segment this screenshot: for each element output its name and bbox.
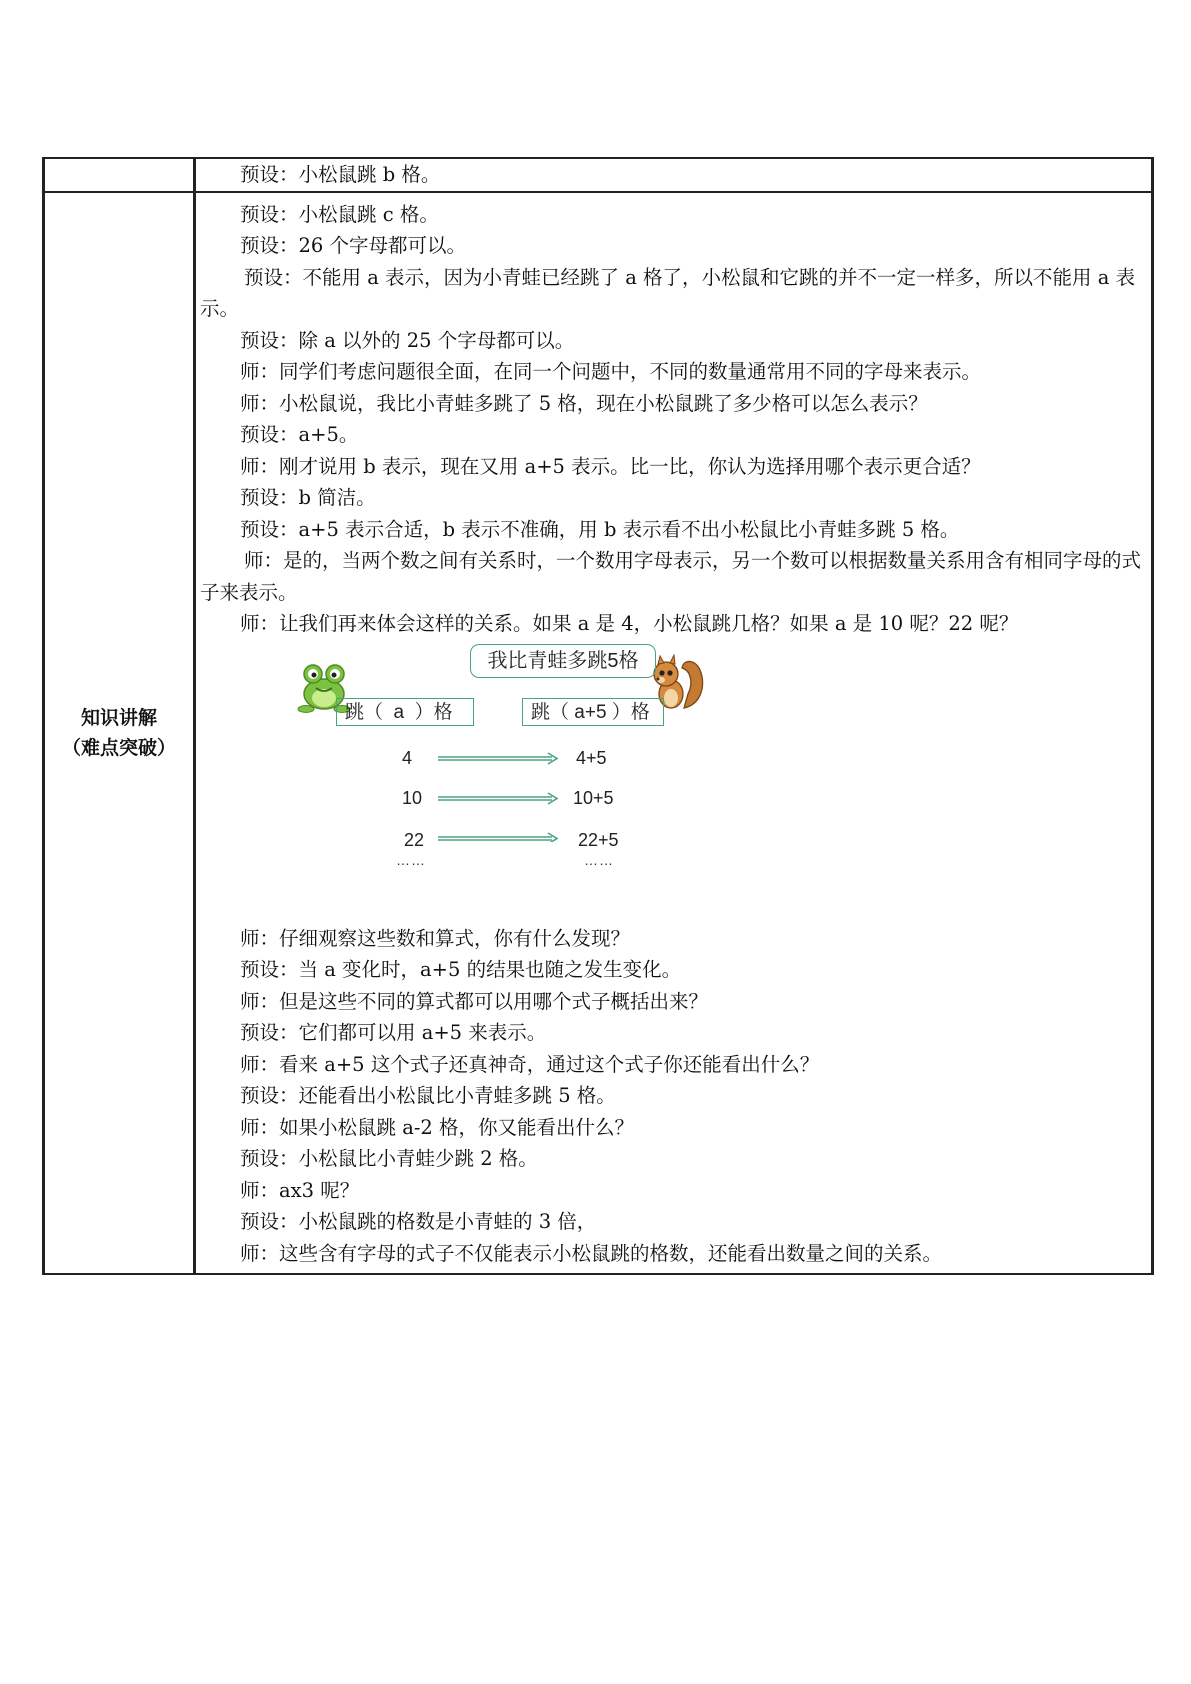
text-line: 师：看来 a+5 这个式子还真神奇，通过这个式子你还能看出什么？ bbox=[240, 1052, 820, 1076]
table-row bbox=[44, 158, 1153, 192]
text-line: 师：同学们考虑问题很全面，在同一个问题中，不同的数量通常用不同的字母来表示。 bbox=[240, 360, 982, 383]
text-line: 预设：小松鼠跳 b 格。 bbox=[240, 163, 441, 186]
section-label bbox=[45, 703, 193, 763]
speech-bubble: 我比青蛙多跳5格 bbox=[470, 644, 656, 678]
arrow-icon bbox=[438, 753, 557, 764]
frog-value: 10 bbox=[402, 787, 423, 808]
text-line: 预设：当 a 变化时，a+5 的结果也随之发生变化。 bbox=[240, 958, 682, 981]
text-line: 预设：b 简洁。 bbox=[240, 486, 376, 509]
section-label-line1: 知识讲解 bbox=[80, 706, 157, 729]
text-line: 预设：小松鼠比小青蛙少跳 2 格。 bbox=[240, 1147, 538, 1170]
ellipsis: …… bbox=[396, 851, 426, 868]
frog-squirrel-figure bbox=[196, 640, 1151, 923]
text-line: 预设：还能看出小松鼠比小青蛙多跳 5 格。 bbox=[240, 1084, 616, 1107]
text-line: 预设：26 个字母都可以。 bbox=[240, 234, 467, 257]
text-line: 师：但是这些不同的算式都可以用哪个式子概括出来？ bbox=[240, 989, 709, 1013]
frog-value: 22 bbox=[404, 829, 425, 850]
text-line: 预设：它们都可以用 a+5 来表示。 bbox=[240, 1021, 547, 1044]
label-cell bbox=[44, 192, 195, 1275]
text-paragraph: 师：是的，当两个数之间有关系时，一个数用字母表示，另一个数可以根据数量关系用含有相同字母的式子来表示。 bbox=[200, 549, 1142, 604]
text-line: 预设：a+5 表示合适，b 表示不准确，用 b 表示看不出小松鼠比小青蛙多跳 5 格。 bbox=[240, 517, 960, 541]
text-line: 预设：小松鼠跳 c 格。 bbox=[240, 202, 439, 226]
squirrel-value: 22+5 bbox=[578, 829, 619, 850]
section-label-line2: （难点突破） bbox=[61, 736, 176, 759]
squirrel-value: 10+5 bbox=[573, 787, 614, 808]
text-line: 师：小松鼠说，我比小青蛙多跳了 5 格，现在小松鼠跳了多少格可以怎么表示？ bbox=[240, 391, 928, 415]
arrow-icon bbox=[438, 793, 557, 804]
squirrel-value: 4+5 bbox=[576, 747, 607, 768]
text-line: 师：刚才说用 b 表示，现在又用 a+5 表示。比一比，你认为选择用哪个表示更合适？ bbox=[240, 454, 981, 478]
squirrel-jump-box: 跳（ a+5 ）格 bbox=[522, 698, 664, 726]
text-line: 师：这些含有字母的式子不仅能表示小松鼠跳的格数，还能看出数量之间的关系。 bbox=[240, 1241, 943, 1265]
text-line: 预设：除 a 以外的 25 个字母都可以。 bbox=[240, 328, 575, 352]
text-line: 预设：a+5。 bbox=[240, 423, 359, 446]
text-paragraph: 预设：不能用 a 表示，因为小青蛙已经跳了 a 格了，小松鼠和它跳的并不一定一样多，所以不能用 a 表示。 bbox=[200, 265, 1136, 320]
lesson-table bbox=[42, 157, 1154, 1275]
text-line: 师：如果小松鼠跳 a-2 格，你又能看出什么？ bbox=[240, 1115, 635, 1139]
ellipsis: …… bbox=[584, 851, 614, 868]
text-line: 师：让我们再来体会这样的关系。如果 a 是 4，小松鼠跳几格？如果 a 是 10 呢？22 呢？ bbox=[240, 612, 1019, 635]
text-line: 预设：小松鼠跳的格数是小青蛙的 3 倍， bbox=[240, 1210, 597, 1233]
frog-value: 4 bbox=[402, 747, 413, 768]
text-line: 师：ax3 呢？ bbox=[240, 1178, 360, 1202]
content-cell bbox=[195, 192, 1153, 1275]
text-line: 师：仔细观察这些数和算式，你有什么发现？ bbox=[240, 926, 631, 950]
frog-jump-box: 跳（ a ）格 bbox=[336, 698, 474, 726]
arrow-icon bbox=[438, 833, 557, 842]
table-row bbox=[44, 192, 1153, 1275]
label-cell-empty bbox=[44, 158, 195, 192]
arrow-group bbox=[436, 750, 560, 842]
content-cell bbox=[195, 158, 1153, 192]
